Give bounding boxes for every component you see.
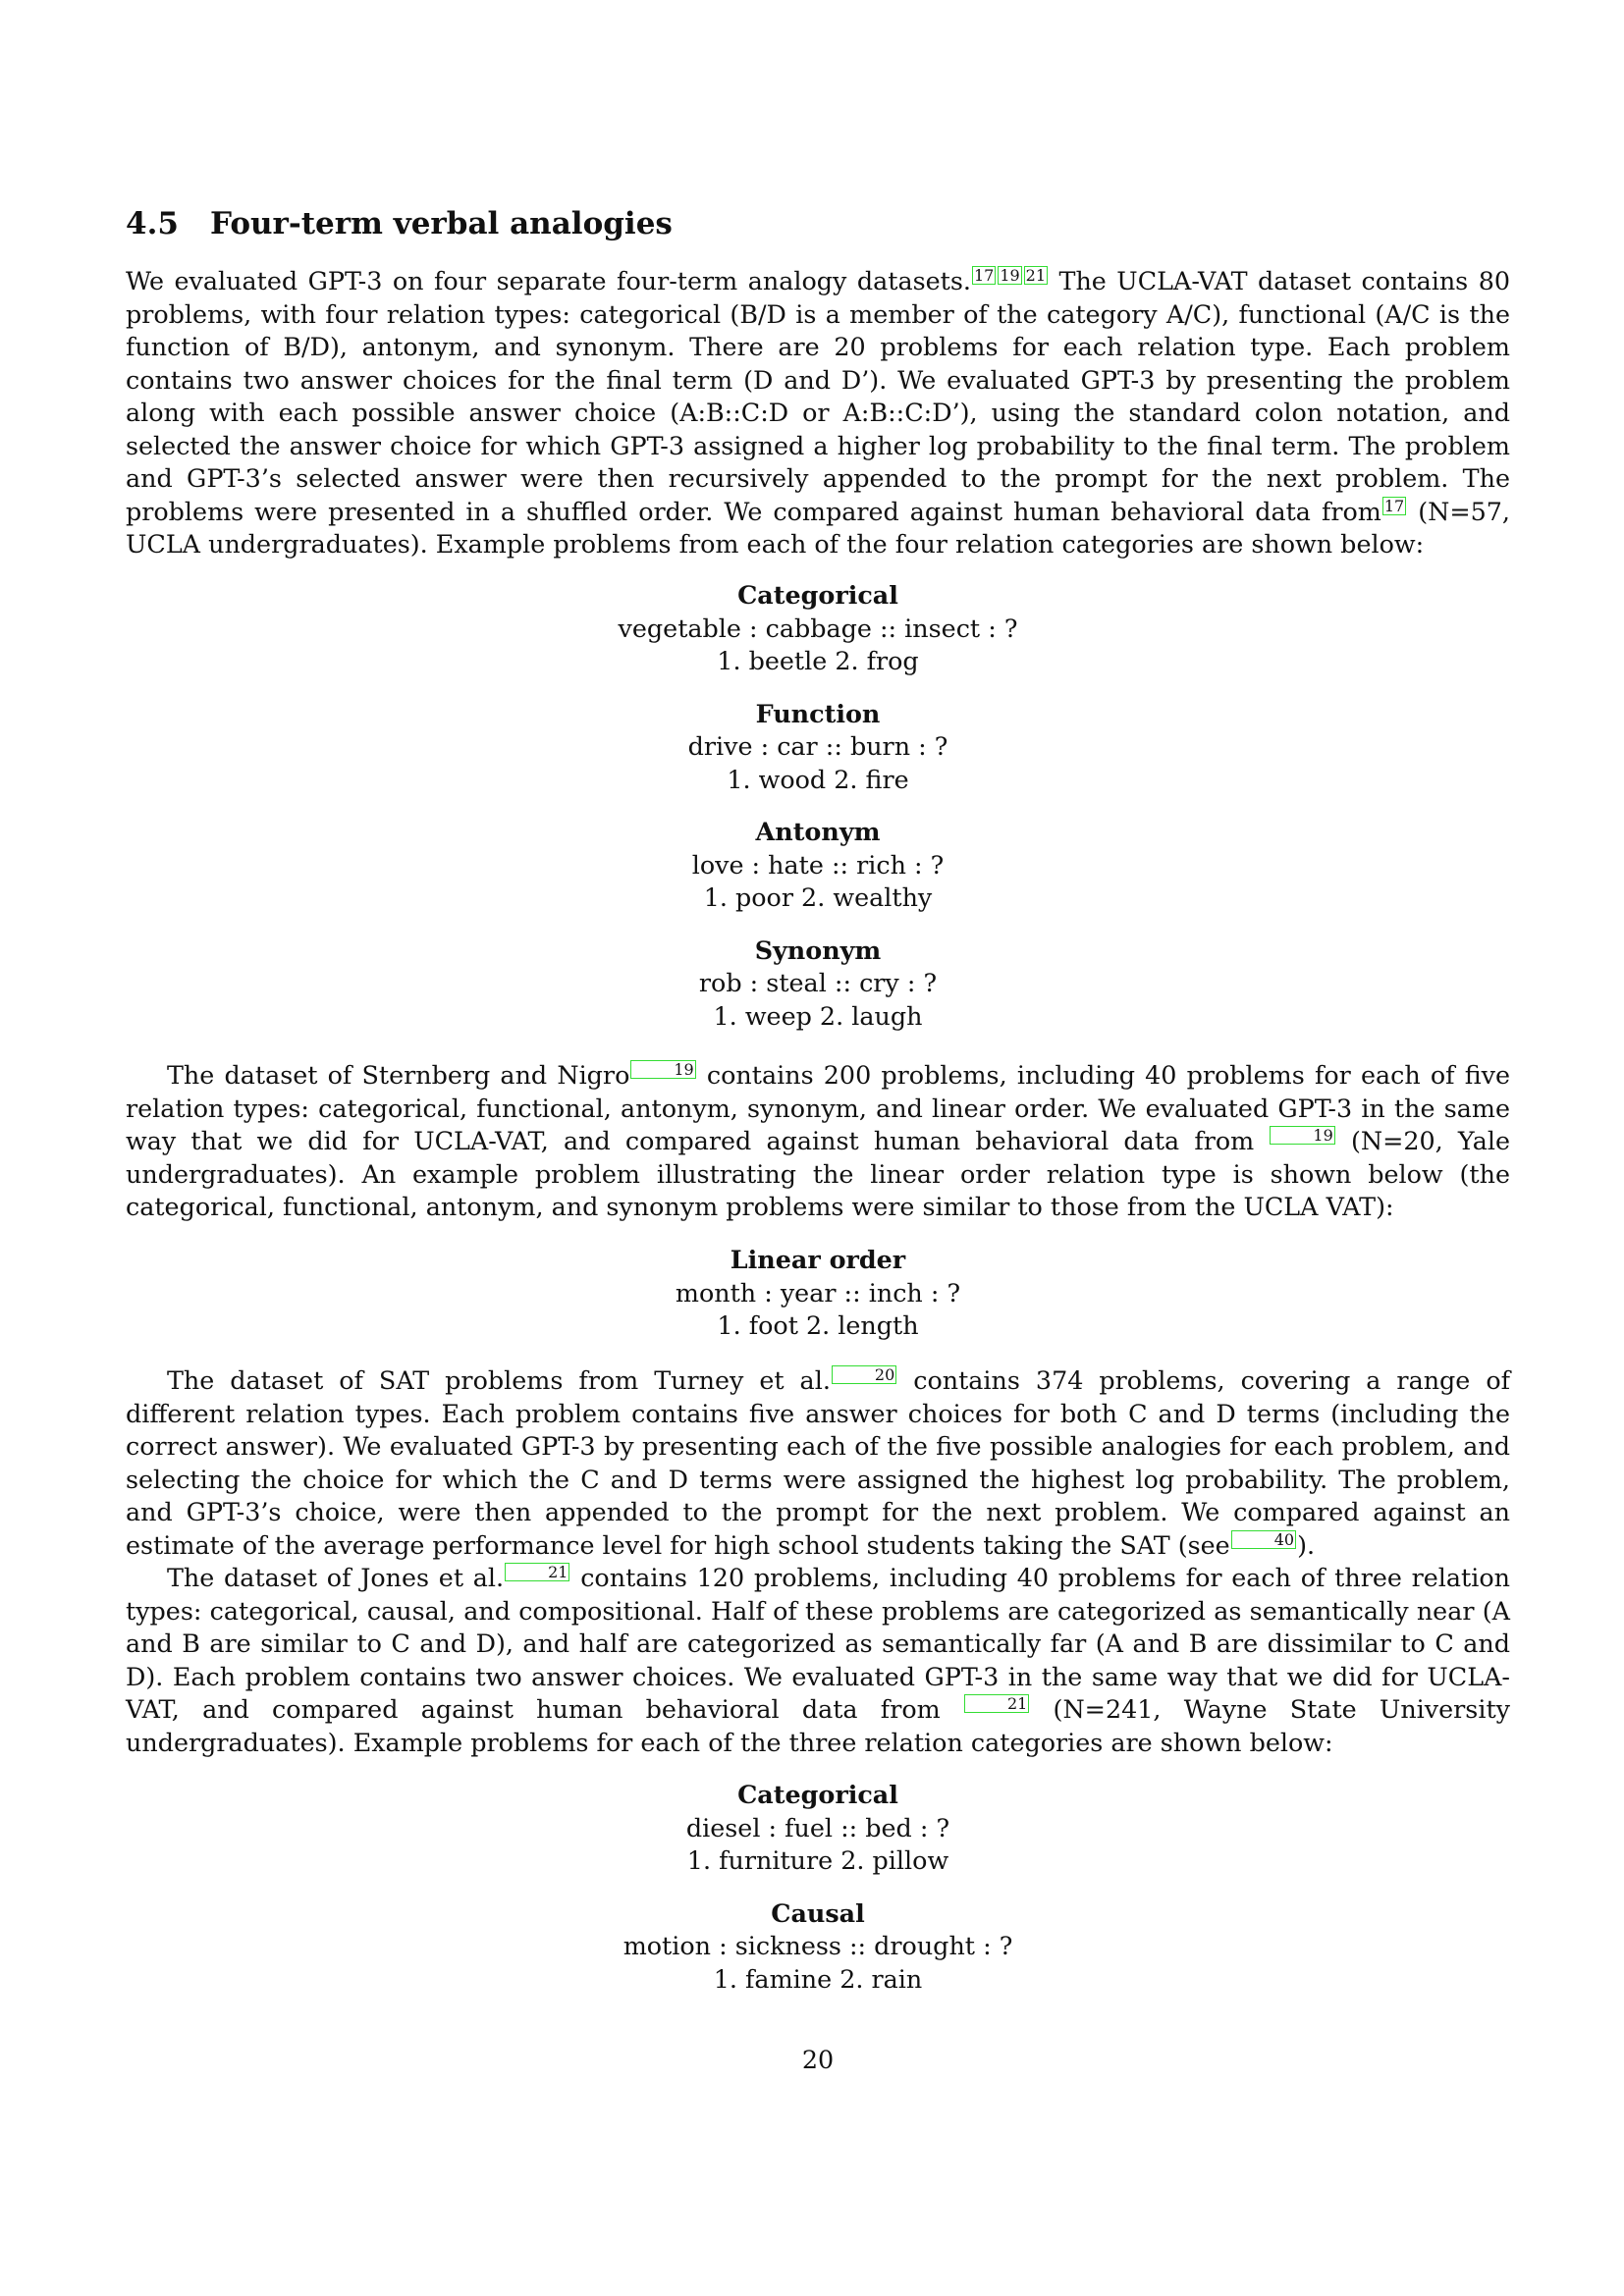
paragraph-text: (N=241, Wayne State University undergraduates). Example problems for each of the three relation categories are shown below: bbox=[126, 1694, 1510, 1757]
citation-link[interactable]: 17 bbox=[973, 266, 995, 285]
page-number: 20 bbox=[801, 2045, 835, 2074]
example-problem bbox=[126, 1779, 1510, 1878]
example-title: Linear order bbox=[730, 1245, 906, 1274]
example-title: Categorical bbox=[737, 1780, 898, 1809]
example-choices: 1. weep 2. laugh bbox=[713, 1000, 923, 1031]
paragraph-text: contains 120 problems, including 40 problems for each of three relation types: categorical, causal, and compositional. Half of these problems are categorized as semantically near (A and B are similar to C and D), and half are categorized as semantically far (A and B are dissimilar to C and D). Each problem contains two answer choices. We evaluated GPT-3 in the same way that we did for UCLA-VAT, and compared against human behavioral data from bbox=[126, 1563, 1510, 1724]
example-analogy: motion : sickness :: drought : ? bbox=[623, 1931, 1013, 1960]
paragraph-ucla-vat bbox=[126, 265, 1510, 561]
citation-link[interactable]: 19 bbox=[1000, 266, 1020, 285]
example-problem bbox=[126, 934, 1510, 1034]
example-title: Causal bbox=[771, 1897, 865, 1928]
citation-link[interactable]: 40 bbox=[1231, 1530, 1296, 1549]
paragraph-text: The dataset of SAT problems from Turney et al. bbox=[167, 1365, 831, 1395]
paragraph-sat bbox=[126, 1364, 1510, 1562]
section-title: Four-term verbal analogies bbox=[210, 206, 673, 241]
citation-link[interactable]: 21 bbox=[505, 1563, 569, 1581]
example-problem bbox=[126, 1897, 1510, 1997]
example-analogy: vegetable : cabbage :: insect : ? bbox=[618, 613, 1018, 643]
paragraph-text: contains 374 problems, covering a range of different relation types. Each problem contains five answer choices for both C and D terms (including the correct answer). We evaluated GPT-3 by presenting each of the five possible analogies for each problem, and selecting the choice for which the C and D terms were assigned the highest log probability. The problem, and GPT-3’s choice, were then appended to the prompt for the next problem. We compared against an estimate of the average performance level for high school students taking the SAT (see bbox=[126, 1365, 1510, 1560]
paragraph-jones bbox=[126, 1562, 1510, 1759]
example-choices: 1. beetle 2. frog bbox=[717, 646, 919, 675]
examples-sternberg-nigro bbox=[126, 1244, 1510, 1343]
example-analogy: drive : car :: burn : ? bbox=[687, 731, 948, 761]
paragraph-text: We evaluated GPT-3 on four separate four-term analogy datasets. bbox=[126, 266, 971, 295]
example-choices: 1. furniture 2. pillow bbox=[686, 1845, 949, 1875]
citation-link[interactable]: 19 bbox=[1270, 1126, 1334, 1145]
example-title: Categorical bbox=[737, 580, 898, 610]
section-heading bbox=[126, 206, 673, 241]
section-number: 4.5 bbox=[126, 206, 179, 241]
citation-link[interactable]: 21 bbox=[1025, 266, 1047, 285]
paragraph-text: (N=57, UCLA undergraduates). Example problems from each of the four relation categories are shown below: bbox=[126, 496, 1510, 559]
examples-ucla-vat bbox=[126, 579, 1510, 1033]
examples-jones bbox=[126, 1779, 1510, 1996]
example-choices: 1. poor 2. wealthy bbox=[703, 882, 933, 912]
paragraph-text: The dataset of Jones et al. bbox=[167, 1563, 505, 1592]
example-problem bbox=[126, 579, 1510, 678]
example-problem bbox=[126, 698, 1510, 797]
example-choices: 1. foot 2. length bbox=[717, 1310, 919, 1340]
example-title: Antonym bbox=[755, 817, 881, 846]
paragraph-text: contains 200 problems, including 40 problems for each of five relation types: categorical, functional, antonym, synonym, and linear order. We evaluated GPT-3 in the same way that we did for UCLA-VAT, and compared against human behavioral data from bbox=[126, 1060, 1511, 1155]
paragraph-text: ). bbox=[1297, 1529, 1316, 1560]
paragraph-text: The dataset of Sternberg and Nigro bbox=[167, 1060, 630, 1090]
example-analogy: rob : steal :: cry : ? bbox=[698, 968, 938, 997]
citation-link[interactable]: 19 bbox=[630, 1060, 695, 1079]
example-problem bbox=[126, 816, 1510, 915]
example-analogy: diesel : fuel :: bed : ? bbox=[685, 1812, 950, 1842]
citation-link[interactable]: 21 bbox=[964, 1694, 1029, 1713]
example-choices: 1. famine 2. rain bbox=[713, 1963, 923, 1994]
citation-link[interactable]: 17 bbox=[1383, 496, 1405, 515]
example-title: Synonym bbox=[754, 934, 882, 965]
example-title: Function bbox=[755, 698, 881, 728]
paragraph-sternberg-nigro bbox=[126, 1059, 1510, 1224]
example-analogy: love : hate :: rich : ? bbox=[691, 849, 945, 880]
example-analogy: month : year :: inch : ? bbox=[675, 1277, 961, 1308]
example-problem bbox=[126, 1244, 1510, 1343]
paragraph-text: (N=20, Yale undergraduates). An example problem illustrating the linear order relation type is shown below (the categorical, functional, antonym, and synonym problems were similar to those from the UCLA VAT): bbox=[126, 1126, 1510, 1221]
paragraph-text: The UCLA-VAT dataset contains 80 problems, with four relation types: categorical (B/D is a member of the category A/C), functional (A/C is the function of B/D), antonym, and synonym. There are 20 problems for each relation type. Each problem contains two answer choices for the final term (D and D’). We evaluated GPT-3 by presenting the problem along with each possible answer choice (A:B::C:D or A:B::C:D’), using the standard colon notation, and selected the answer choice for which GPT-3 assigned a higher log probability to the final term. The problem and GPT-3’s selected answer were then recursively appended to the prompt for the next problem. The problems were presented in a shuffled order. We compared against human behavioral data from bbox=[126, 266, 1510, 526]
example-choices: 1. wood 2. fire bbox=[727, 764, 909, 794]
citation-link[interactable]: 20 bbox=[832, 1365, 896, 1384]
